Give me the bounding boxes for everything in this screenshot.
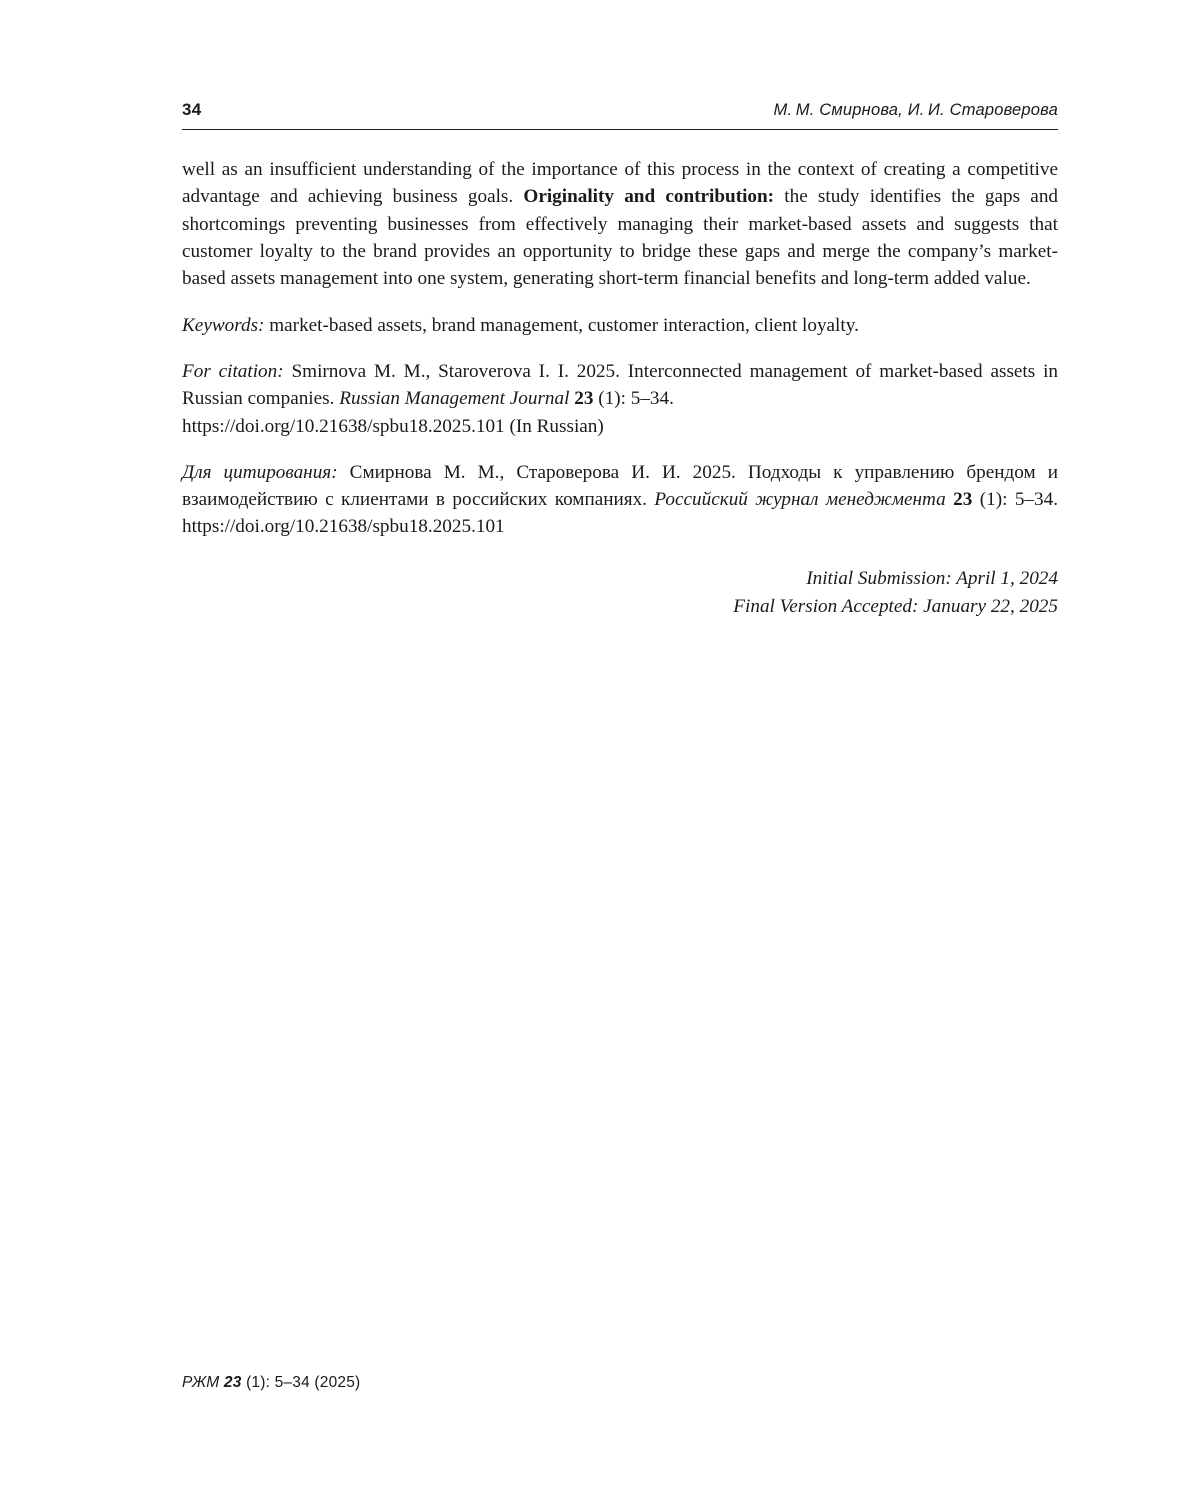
- footer-journal-abbr: РЖМ: [182, 1374, 220, 1391]
- originality-label: Originality and contribution:: [523, 186, 775, 208]
- abstract-text-part2: the study identifies the gaps and shortcomings preventing businesses from effectively managing their market-based assets and suggests that customer loyalty to the brand provides an opportunity to bridge these gaps and merge the company’s market-based assets management into one system, generating short-term financial benefits and long-term added value.: [182, 186, 1059, 290]
- running-head: [182, 100, 1058, 120]
- final-accepted-date: Final Version Accepted: January 22, 2025: [733, 595, 1058, 617]
- citation-ru-volume: 23: [953, 489, 973, 511]
- abstract-continuation: [182, 156, 1058, 292]
- running-head-authors: М. М. Смирнова, И. И. Староверова: [773, 101, 1058, 119]
- citation-en-volume: 23: [574, 388, 594, 410]
- page-footer: [182, 1374, 360, 1392]
- footer-volume: 23: [223, 1374, 242, 1391]
- page-number: 34: [182, 100, 202, 119]
- citation-en-paragraph: [182, 358, 1058, 440]
- keywords-paragraph: [182, 312, 1058, 339]
- citation-ru-journal: Российский журнал менеджмента: [654, 489, 946, 511]
- page-content: [182, 100, 1058, 620]
- citation-en-text: Smirnova M. M., Staroverova I. I. 2025. Interconnected management of market-based assets in Russian companies.: [182, 360, 1058, 410]
- for-citation-label: For citation:: [182, 360, 284, 382]
- abstract-text-part1: well as an insufficient understanding of the importance of this process in the context of creating a competitive advantage and achieving business goals.: [182, 159, 1058, 208]
- citation-en-journal: Russian Management Journal: [339, 388, 570, 410]
- citation-ru-issue-pages: (1): 5–34. https://doi.org/10.21638/spbu18.2025.101: [182, 489, 1058, 538]
- footer-issue-pages: (1): 5–34 (2025): [241, 1374, 361, 1391]
- citation-ru-text: Смирнова М. М., Староверова И. И. 2025. Подходы к управлению брендом и взаимодействию с клиентами в российских компаниях.: [182, 461, 1058, 511]
- citation-ru-paragraph: [182, 459, 1058, 541]
- submission-dates: [182, 565, 1058, 621]
- keywords-value: market-based assets, brand management, customer interaction, client loyalty.: [264, 314, 859, 336]
- citation-en-doi: https://doi.org/10.21638/spbu18.2025.101 (In Russian): [182, 415, 604, 437]
- dlya-citirovaniya-label: Для цитирования:: [182, 461, 338, 483]
- initial-submission-date: Initial Submission: April 1, 2024: [806, 567, 1058, 589]
- header-rule: [182, 129, 1058, 130]
- keywords-label: Keywords:: [182, 314, 265, 336]
- citation-en-issue-pages: (1): 5–34.: [593, 388, 674, 410]
